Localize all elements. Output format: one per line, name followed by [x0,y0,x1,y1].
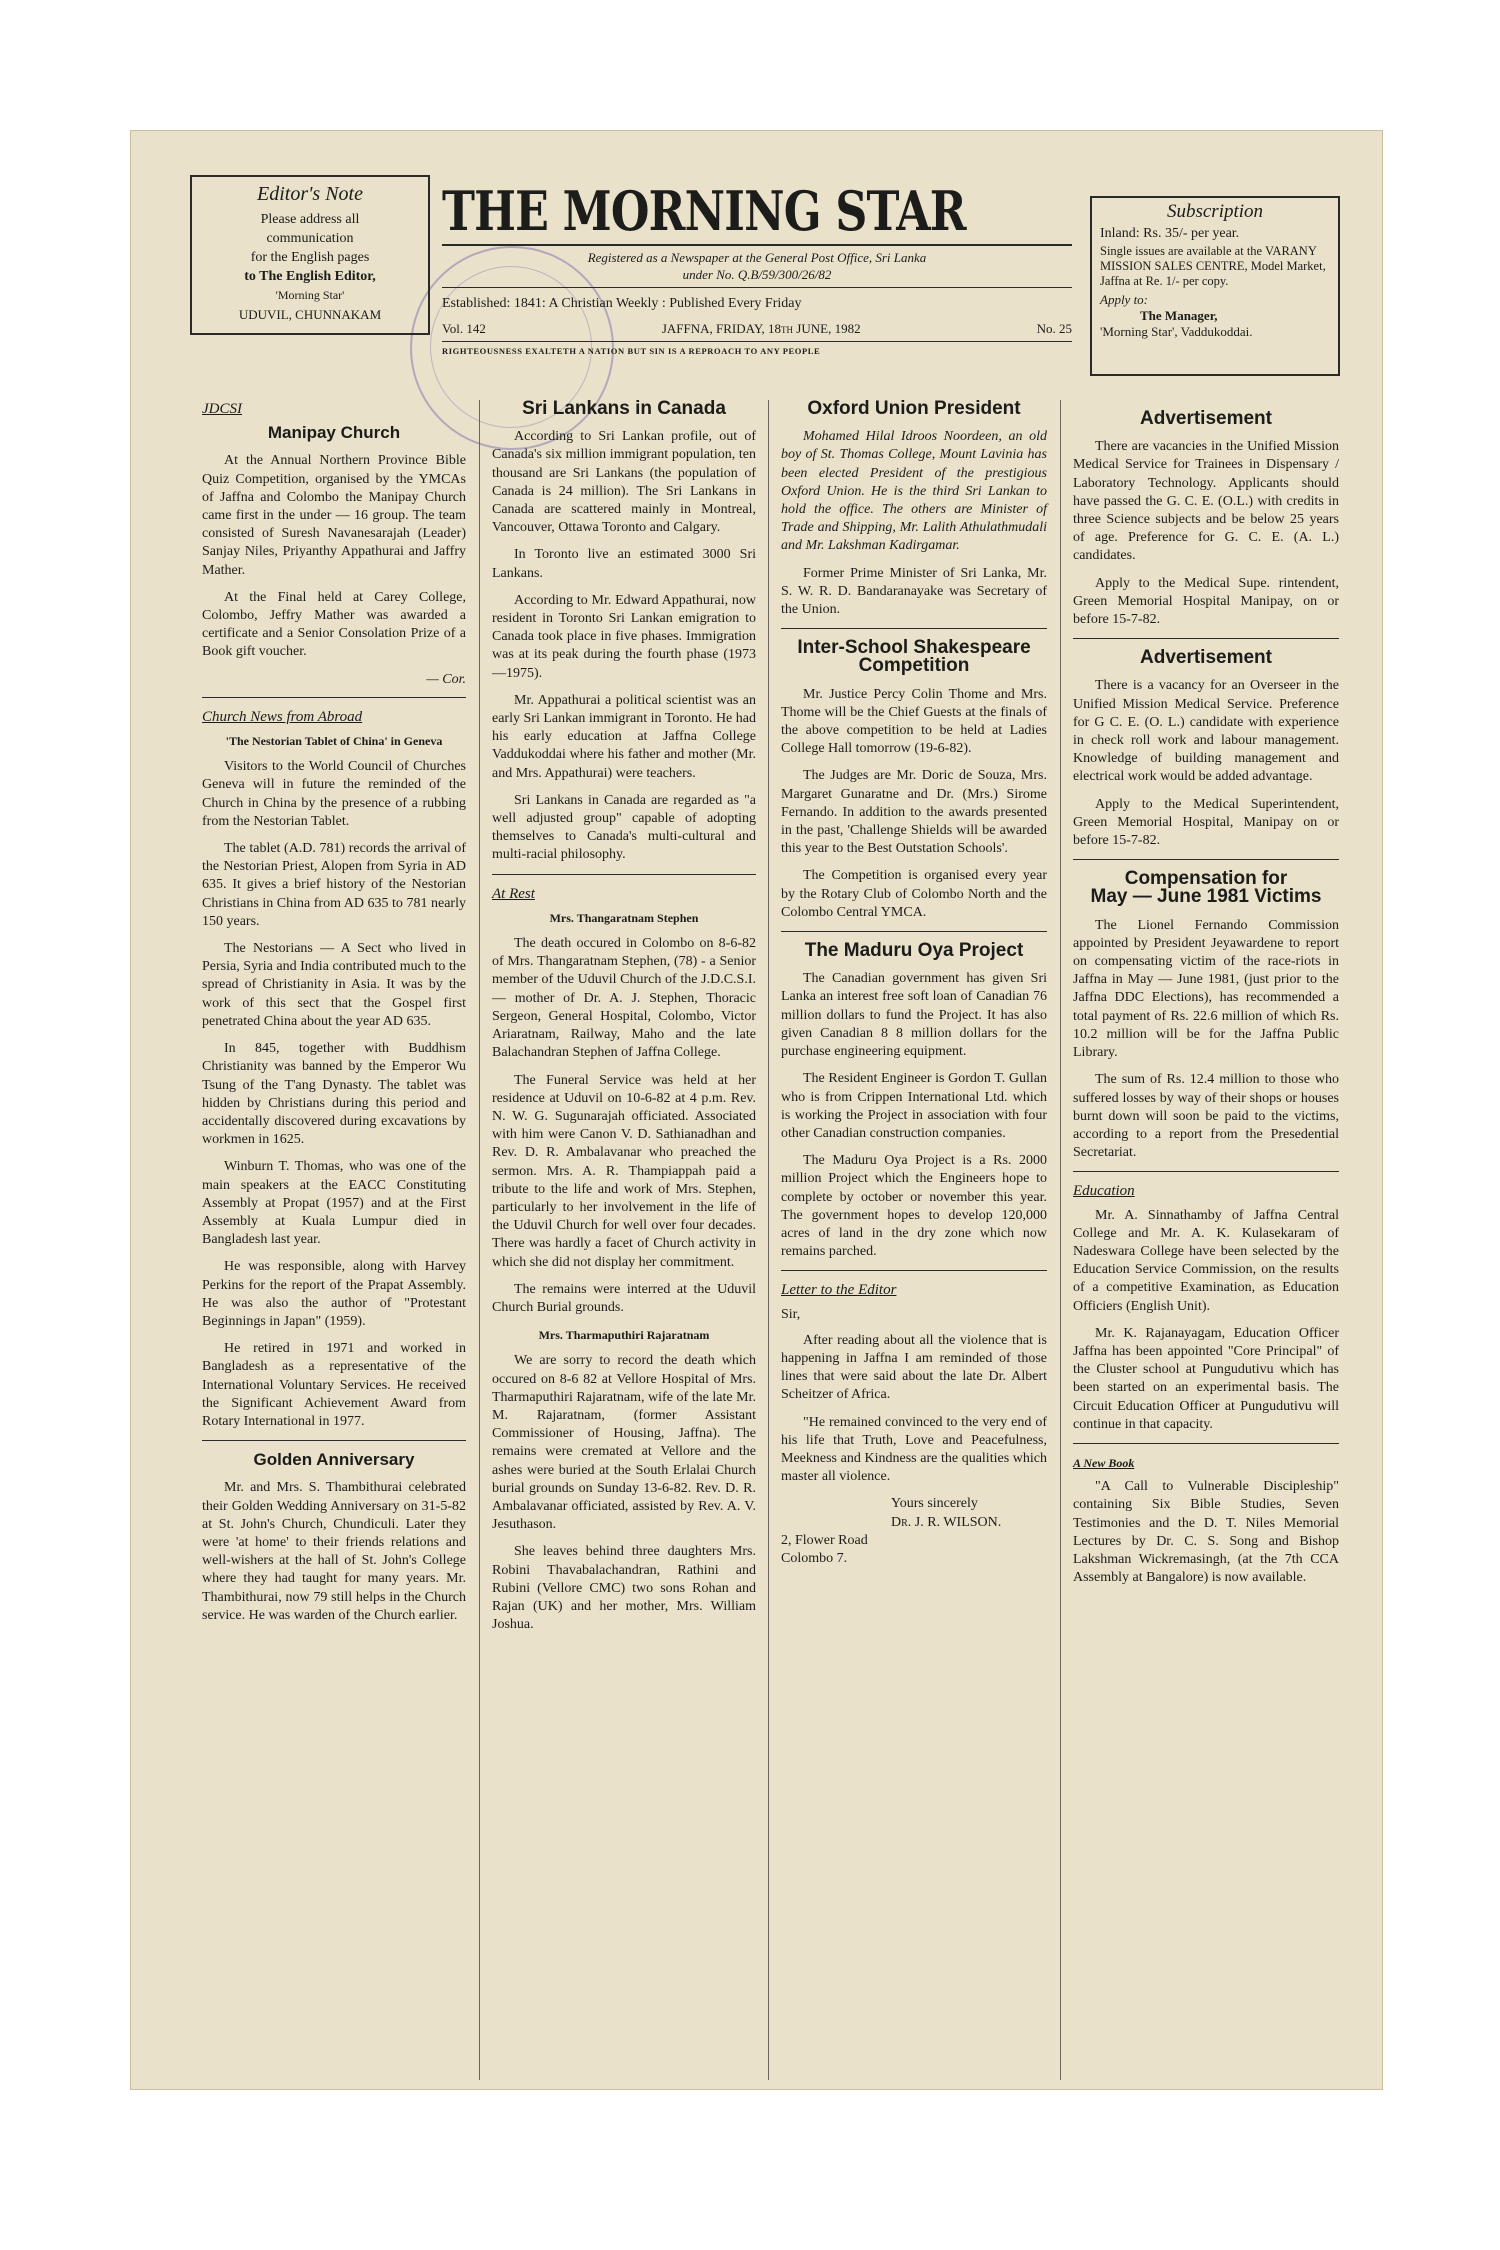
letter-address: 2, Flower Road [781,1532,868,1548]
column-4 [1073,410,1339,1596]
article-paragraph: "He remained convinced to the very end of his life that Truth, Love and Peacefulness, Meekness and Kindness are the qualities which master all violence. [781,1414,1047,1485]
article-paragraph: In 845, together with Buddhism Christianity was banned by the Emperor Wu Tsung of the T'ang Dynasty. The tablet was hidden by Christians during this period and accidentally discovered during excavations by workmen in 1625. [202,1041,466,1148]
article-paragraph: According to Sri Lankan profile, out of Canada's six million immigrant population, ten thousand are Sri Lankans (the population of Canada is 24 million). The Sri Lankans in Canada are scattered mainly in Montreal, Vancouver, Ottawa Toronto and Calgary. [492,429,756,536]
section-label: A New Book [1073,1455,1135,1470]
letter-signer: Dr. J. R. WILSON. [891,1514,1002,1530]
article-paragraph: The Competition is organised every year by the Rotary Club of Colombo North and the Colombo Central YMCA. [781,868,1047,920]
article-paragraph: At the Final held at Carey College, Colombo, Jeffry Mather was awarded a certificate and a Senior Consolation Prize of a Book gift voucher. [202,589,466,660]
subscription-apply: Apply to: [1100,292,1149,307]
motto: RIGHTEOUSNESS EXALTETH A NATION BUT SIN IS A REPROACH TO ANY PEOPLE [442,346,821,356]
registered-line: Registered as a Newspaper at the General Post Office, Sri Lanka [587,250,927,265]
article-paragraph: He retired in 1971 and worked in Bangladesh as a representative of the International Voluntary Services. He received the Significant Achievement Award from Rotary International in 1977. [202,1341,466,1429]
newspaper-title: THE MORNING STAR [442,179,966,243]
column-divider [479,400,480,2080]
article-paragraph: The remains were interred at the Uduvil Church Burial grounds. [492,1281,756,1315]
subscription-heading: Subscription [1166,201,1264,222]
editors-note-box [190,175,430,335]
article-heading: Golden Anniversary [253,1450,415,1470]
established-line: Established: 1841: A Christian Weekly : Published Every Friday [442,296,802,311]
article-paragraph: Former Prime Minister of Sri Lanka, Mr. S. W. R. D. Bandaranayake was Secretary of the Union. [781,565,1047,618]
editors-note-line: for the English pages [250,250,370,265]
article-paragraph: Winburn T. Thomas, who was one of the main speakers at the EACC Constituting Assembly at Propat (1957) and at the First Assembly at Kuala Lumpur died in Bangladesh last year. [202,1159,466,1248]
article-paragraph: According to Mr. Edward Appathurai, now resident in Toronto Sri Lankan emigration to Canada took place in five phases. Immigration was at its peak during the fourth phase (1973—1975). [492,592,756,681]
editors-note-line: to The English Editor, [244,269,376,284]
article-heading: Advertisement [1140,647,1272,669]
column-divider [1060,400,1061,2080]
subscription-details: Single issues are available at the VARANY MISSION SALES CENTRE, Model Market, Jaffna at Re. 1/- per copy. [1100,244,1326,288]
column-2 [492,400,756,1643]
subscription-inland: Inland: Rs. 35/- per year. [1100,226,1240,241]
article-heading-line2: May — June 1981 Victims [1090,886,1322,908]
column-3 [781,400,1047,1568]
article-paragraph: The sum of Rs. 12.4 million to those who suffered losses by way of their shops or houses burnt down will soon be paid to the victims, according to a report from the Presedential Secretariat. [1073,1072,1339,1161]
article-heading-line2: Competition [858,655,970,677]
subscription-box [1090,196,1340,376]
editors-note-address: UDUVIL, CHUNNAKAM [238,307,382,322]
article-paragraph: After reading about all the violence that is happening in Jaffna I am reminded of those lines that were said about the late Dr. Albert Scheitzer of Africa. [781,1332,1047,1403]
editors-note-line: communication [266,231,354,246]
article-paragraph: Visitors to the World Council of Churches Geneva will in future the reminded of the Church in China by the presence of a rubbing from the Nestorian Tablet. [202,759,466,829]
section-label: Church News from Abroad [202,708,363,725]
article-paragraph: Apply to the Medical Superintendent, Green Memorial Hospital, Manipay on or before 15-7-82. [1073,796,1339,849]
section-label: Letter to the Editor [781,1282,897,1299]
volume-number: Vol. 142 [442,321,486,336]
article-paragraph: The Lionel Fernando Commission appointed by President Jeyawardene to report on compensating victim of the race-riots in Jaffna in May — June 1981, (just prior to the Jaffna DDC Elections), has recommended a total payment of Rs. 22.6 million of which Rs. 10.2 million will be for the Jaffna Public Library. [1073,917,1339,1061]
article-paragraph: There are vacancies in the Unified Mission Medical Service for Trainees in Dispensary / Laboratory Technology. Applicants should have passed the G. C. E. (O.L.) with credits in three Science subjects and be below 25 years of age. Preference for G. C. E. (A. L.) candidates. [1073,439,1339,564]
article-paragraph: In Toronto live an estimated 3000 Sri Lankans. [492,547,756,581]
article-paragraph: The Nestorians — A Sect who lived in Persia, Syria and India contributed much to the spread of Christianity in Asia. It was by the work of this sect that the Gospel first penetrated China about the year AD 635. [202,941,466,1029]
editors-note-heading: Editor's Note [257,183,363,205]
section-label: JDCSI [202,401,242,417]
article-paragraph: Mr. Justice Percy Colin Thome and Mrs. Thome will be the Chief Guests at the finals of the above competition to be held at Ladies College Hall tomorrow (19-6-82). [781,686,1047,757]
issue-number: No. 25 [1036,321,1072,336]
letter-address: Colombo 7. [781,1550,848,1566]
article-paragraph: He was responsible, along with Harvey Perkins for the report of the Prapat Assembly. He was also the author of "Protestant Beginnings in Japan" (1959). [202,1259,466,1329]
subscription-address: 'Morning Star', Vaddukoddai. [1100,324,1253,339]
article-paragraph: Mr. A. Sinnathamby of Jaffna Central College and Mr. A. K. Kulasekaram of Nadeswara College have been selected by the Education Service Commission, on the results of a competitive Examination, as Education Officiers (English Unit). [1073,1207,1339,1314]
section-label: At Rest [492,885,535,902]
article-paragraph: At the Annual Northern Province Bible Quiz Competition, organised by the YMCAs of Jaffna and Colombo the Manipay Church came first in the under — 16 group. The team consisted of Suresh Navanesarajah (Leader) Sanjay Niles, Priyanthy Appathurai and Jaffry Mather. [202,453,466,578]
article-heading: Sri Lankans in Canada [522,398,726,419]
article-paragraph: There is a vacancy for an Overseer in the Unified Mission Medical Service. Preference for G C. E. (O. L.) candidate with experience in check roll work and labour management. Knowledge of building management and electrical work would be added advantage. [1073,678,1339,785]
article-paragraph: The Judges are Mr. Doric de Souza, Mrs. Margaret Gunaratne and Dr. (Mrs.) Sirome Fernando. In addition to the awards presented in the past, 'Challenge Shields will be awarded this year to the Best Outstation Schools'. [781,768,1047,857]
article-paragraph: She leaves behind three daughters Mrs. Robini Thavabalachandran, Rathini and Rubini (Vellore CMC) two sons Rohan and Rajan (UK) and her mother, Mrs. William Joshua. [492,1544,756,1633]
article-signature: — Cor. [426,671,466,687]
article-paragraph: The death occured in Colombo on 8-6-82 of Mrs. Thangaratnam Stephen, (78) - a Senior member of the Uduvil Church of the J.D.C.S.I. — mother of Dr. A. J. Stephen, Thoracic Sergeon, General Hospital, Colombo, Victor Ariaratnam, Railway, Maho and the late Balachandran Stephen of Jaffna College. [492,936,756,1061]
article-paragraph: The Funeral Service was held at her residence at Uduvil on 10-6-82 at 4 p.m. Rev. N. W. G. Sugunarajah officiated. Associated with him were Canon V. D. Sathianadhan and Rev. D. R. Ambalavanar who preached the sermon. Mrs. A. R. Thampiappah paid a tribute to the life and work of Mrs. Stephen, particularly to her involvement in the life of the Uduvil Church for well over four decades. There was hardly a facet of Church activity in which she did not display her commitment. [492,1072,756,1270]
article-paragraph: The Canadian government has given Sri Lanka an interest free soft loan of Canadian 76 million dollars to fund the Project. It has also given Canadian 8 8 million dollars for the purchase engineering equipment. [781,971,1047,1060]
article-paragraph: The Resident Engineer is Gordon T. Gullan who is from Crippen International Ltd. which is working the Project in association with four other Canadian construction companies. [781,1071,1047,1141]
newspaper-page [130,130,1383,2090]
article-paragraph: The tablet (A.D. 781) records the arrival of the Nestorian Priest, Alopen from Syria in AD 635. It gives a brief history of the Nestorian Christians in China from AD 635 to 781 nearly 150 years. [202,841,466,929]
article-paragraph: Sri Lankans in Canada are regarded as "a well adjusted group" capable of adopting themselves to Canada's multi-cultural and multi-racial philosophy. [492,792,756,863]
article-heading: The Maduru Oya Project [804,940,1024,962]
article-heading: Manipay Church [267,423,401,443]
article-paragraph: We are sorry to record the death which occured on 8-6 82 at Vellore Hospital of Mrs. Tharmaputhiri Rajaratnam, wife of the late Mr. M. Rajaratnam, (former Assistant Commissioner of Housing, Jaffna). The remains were cremated at Vellore and the ashes were buried at the South Erlalai Church burial grounds on Sunday 13-6-82. Rev. D. R. Ambalavanar officiated, assisted by Rev. A. V. Jesuthason. [492,1353,756,1533]
article-subheading: Mrs. Tharmaputhiri Rajaratnam [538,1328,710,1343]
article-paragraph: The Maduru Oya Project is a Rs. 2000 million Project which the Engineers hope to complete by october or november this year. The government hopes to develop 120,000 acres of land in the dry zone which now remains parched. [781,1153,1047,1260]
subscription-manager: The Manager, [1140,308,1218,323]
masthead [442,179,1072,358]
editors-note-line: Please address all [260,212,360,227]
editors-note-line: 'Morning Star' [275,288,345,302]
dateline: JAFFNA, FRIDAY, 18th JUNE, 1982 [661,321,861,336]
column-1 [202,400,466,1634]
article-paragraph: Mr. and Mrs. S. Thambithurai celebrated their Golden Wedding Anniversary on 31-5-82 at St. John's Church, Chundiculi. Later they were 'at home' to their friends relations and well-wishers at the hall of St. John's College where they had taught for many years. Mr. Thambithurai, now 79 still helps in the Church service. He was warden of the Church earlier. [202,1480,466,1623]
article-paragraph: Mohamed Hilal Idroos Noordeen, an old boy of St. Thomas College, Mount Lavinia has been elected President of the prestigious Oxford Union. He is the third Sri Lankan to hold the office. The others are Minister of Trade and Shipping, Mr. Lalith Athulathmudali and Mr. Lakshman Kadirgamar. [781,429,1047,554]
letter-closing: Yours sincerely [891,1496,978,1512]
letter-salutation: Sir, [781,1306,801,1322]
article-paragraph: Mr. K. Rajanayagam, Education Officer Jaffna has been appointed "Core Principal" of the Cluster school at Pungudutivu which has been started on an experimental basis. The Circuit Education Officer at Pungudutivu will continue in that capacity. [1073,1325,1339,1432]
article-heading: Oxford Union President [807,398,1021,419]
column-divider [768,400,769,2080]
article-subheading: 'The Nestorian Tablet of China' in Geneva [225,734,443,749]
article-paragraph: "A Call to Vulnerable Discipleship" containing Six Bible Studies, Seven Testimonies and the D. T. Niles Memorial Lectures by Dr. C. S. Song and Bishop Lakshman Wickremasingh, (at the 7th CCA Assembly at Bangalore) is now available. [1073,1479,1339,1586]
article-heading: Inter-School Shakespeare [797,637,1031,659]
article-heading: Advertisement [1140,408,1272,429]
article-paragraph: Apply to the Medical Supe. rintendent, Green Memorial Hospital Manipay, on or before 15-7-82. [1073,575,1339,628]
section-label: Education [1073,1183,1135,1200]
article-paragraph: Mr. Appathurai a political scientist was an early Sri Lankan immigrant in Toronto. He had his early education at Jaffna College Vaddukoddai where his father and mother (Mr. and Mrs. Appathurai) were teachers. [492,692,756,781]
registered-number: under No. Q.B/59/300/26/82 [682,267,832,282]
article-heading: Compensation for [1124,868,1288,890]
article-subheading: Mrs. Thangaratnam Stephen [549,910,699,925]
